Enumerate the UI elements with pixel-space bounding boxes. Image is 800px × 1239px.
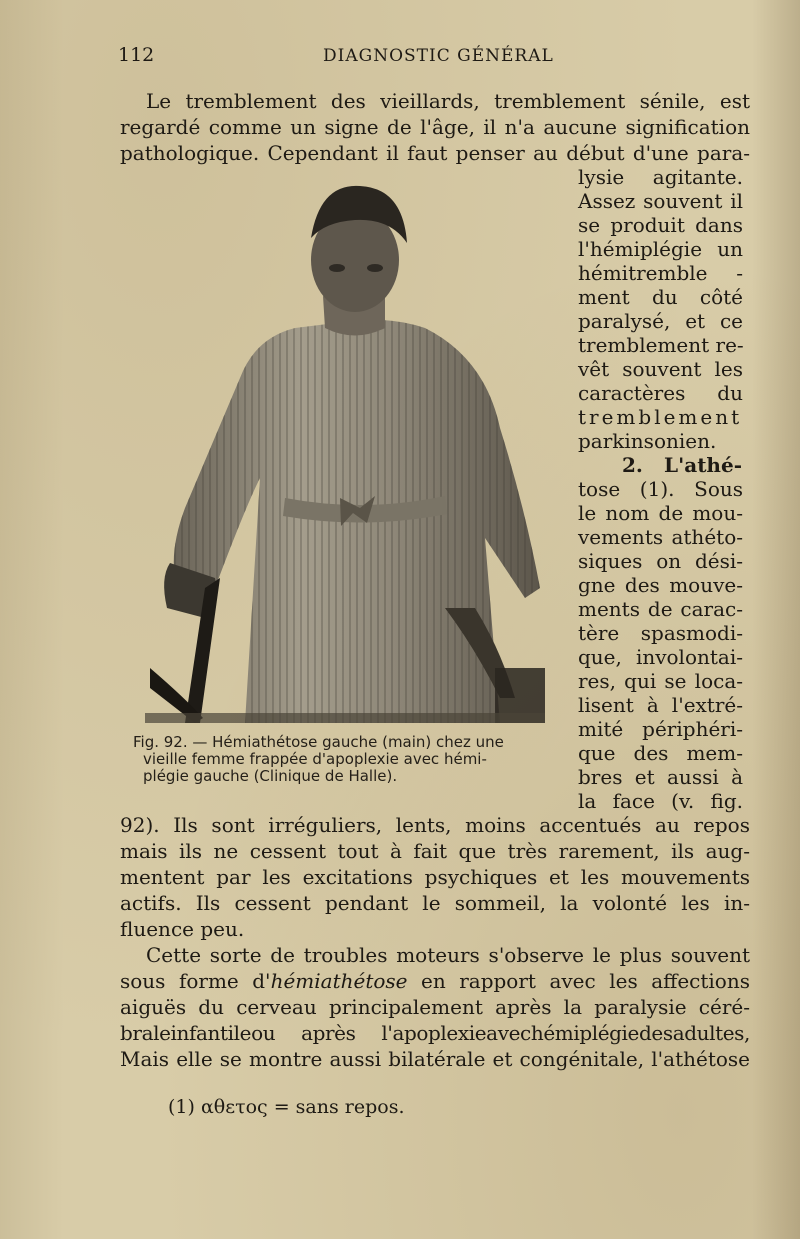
side-text-line: caractères du [578, 381, 743, 405]
text-line: regardé comme un signe de l'âge, il n'a aucune signification [120, 115, 750, 139]
side-text-line: le nom de mou- [578, 501, 743, 525]
footnote: (1) αθετος = sans repos. [168, 1096, 405, 1118]
caption-line: plégie gauche (Clinique de Halle). [143, 767, 398, 785]
caption-line: vieille femme frappée d'apoplexie avec hémi- [143, 750, 487, 768]
text-line: actifs. Ils cessent pendant le sommeil, la volonté les in- [120, 891, 750, 915]
side-text-line: ment du côté [578, 285, 743, 309]
page-number: 112 [118, 44, 155, 66]
side-text-line: lisent à l'extré- [578, 693, 743, 717]
text-line: Le tremblement des vieillards, tremblement sénile, est [146, 89, 750, 113]
side-text-line: Assez souvent il [578, 189, 743, 213]
side-text-line: bres et aussi à [578, 765, 743, 789]
side-text-line: parkinsonien. [578, 429, 717, 453]
text-line: 92). Ils sont irréguliers, lents, moins accentués au repos [120, 813, 750, 837]
side-text-line: que, involontai- [578, 645, 743, 669]
side-text-line: vêt souvent les [578, 357, 743, 381]
side-text-line: siques on dési- [578, 549, 743, 573]
side-text-line: la face (v. fig. [578, 789, 743, 813]
text-line [120, 968, 750, 994]
text-line: mentent par les excitations psychiques et les mouvements [120, 865, 750, 889]
side-text-line: tremblement [578, 405, 743, 429]
page-header [118, 44, 758, 74]
text-line: fluence peu. [120, 917, 245, 941]
side-text-line: gne des mouve- [578, 573, 743, 597]
text-line: mais ils ne cessent tout à fait que très rarement, ils aug- [120, 839, 750, 863]
side-text-line: l'hémiplégie un [578, 237, 743, 261]
text-span: en rapport avec les affections [407, 969, 750, 993]
side-text-line: tose (1). Sous [578, 477, 743, 501]
section-heading: 2. L'athé- [622, 453, 742, 477]
patient-photograph [145, 178, 545, 723]
text-span: sous forme d' [120, 969, 271, 993]
emphasized-term: hémiathétose [270, 969, 408, 993]
side-text-line: paralysé, et ce [578, 309, 743, 333]
text-line: pathologique. Cependant il faut penser au début d'une para- [120, 141, 750, 165]
side-text-line: tère spasmodi- [578, 621, 743, 645]
side-text-line: ments de carac- [578, 597, 743, 621]
side-text-line: res, qui se loca- [578, 669, 743, 693]
text-line: Cette sorte de troubles moteurs s'observe le plus souvent [146, 943, 750, 967]
side-text-line: vements athéto- [578, 525, 743, 549]
running-title: DIAGNOSTIC GÉNÉRAL [323, 46, 554, 66]
figure-caption [133, 734, 563, 785]
side-text-line: mité périphéri- [578, 717, 743, 741]
side-text-line: tremblement re- [578, 333, 744, 357]
text-line: Mais elle se montre aussi bilatérale et congénitale, l'athétose [120, 1047, 750, 1071]
side-text-line: que des mem- [578, 741, 743, 765]
text-line: braleinfantileou après l'apoplexieavechémiplégiedesadultes, [120, 1021, 750, 1045]
side-text-line: lysie agitante. [578, 165, 743, 189]
text-line: aiguës du cerveau principalement après la paralysie céré- [120, 995, 750, 1019]
caption-line: Fig. 92. — Hémiathétose gauche (main) chez une [133, 733, 504, 751]
side-text-line: hémitremble - [578, 261, 743, 285]
side-text-line: se produit dans [578, 213, 743, 237]
